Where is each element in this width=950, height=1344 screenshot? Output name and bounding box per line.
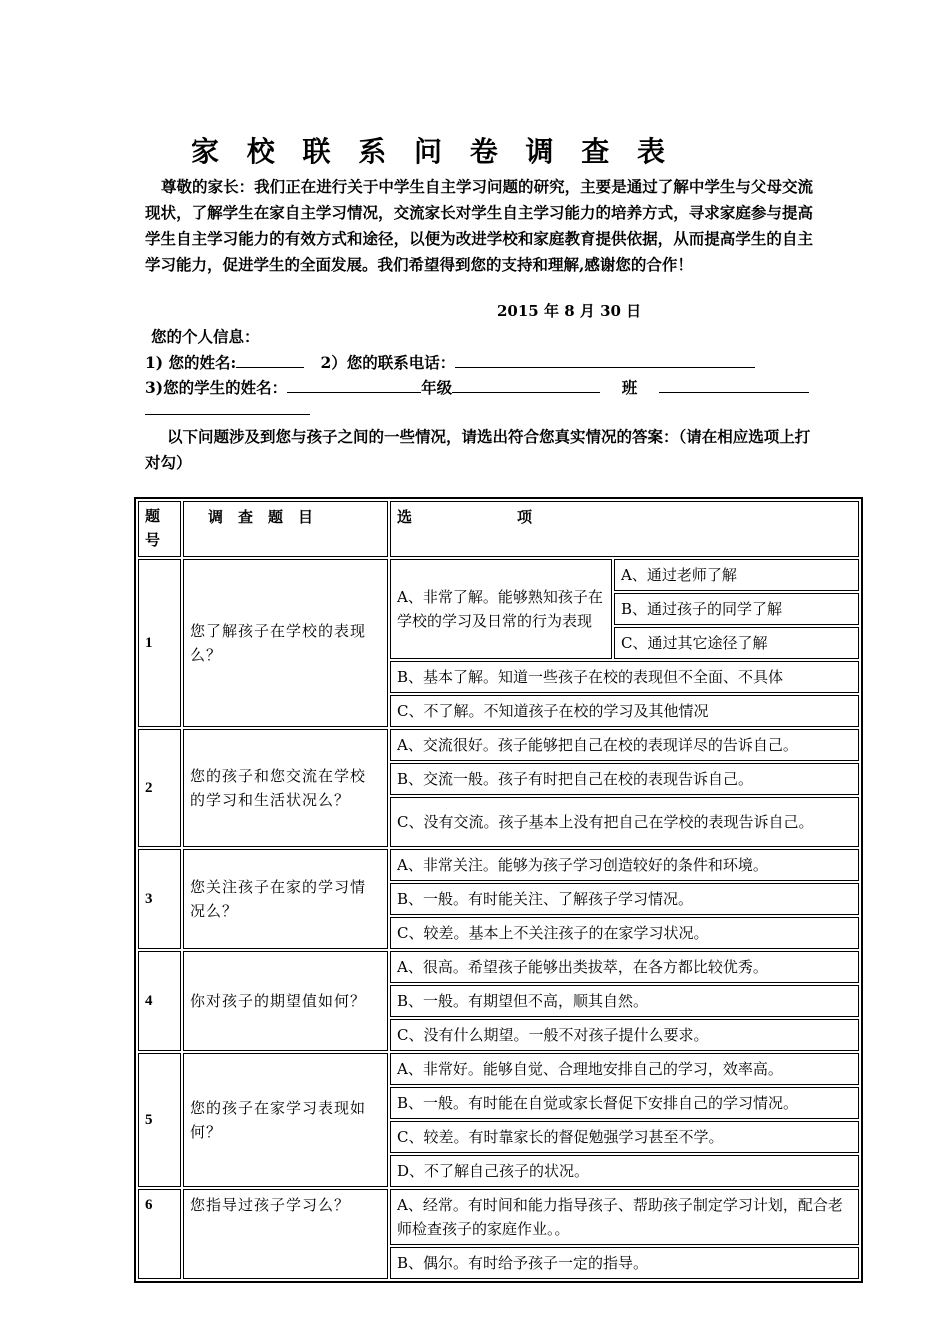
header-options: 选 项	[390, 501, 859, 557]
info-line-3	[145, 400, 310, 419]
question-number: 3	[138, 849, 181, 949]
answer-option[interactable]: C、没有交流。孩子基本上没有把自己在学校的表现告诉自己。	[390, 797, 859, 847]
instruction-text: 以下问题涉及到您与孩子之间的一些情况，请选出符合您真实情况的答案：（请在相应选项上打对勾）	[145, 427, 811, 472]
answer-option[interactable]: C、没有什么期望。一般不对孩子提什么要求。	[390, 1019, 859, 1051]
answer-option[interactable]: A、经常。有时间和能力指导孩子、帮助孩子制定学习计划，配合老师检查孩子的家庭作业。。	[390, 1189, 859, 1245]
student-name-blank[interactable]	[287, 378, 421, 393]
question-text: 您的孩子在家学习表现如何？	[183, 1053, 388, 1187]
phone-blank[interactable]	[455, 353, 755, 368]
answer-option[interactable]: D、不了解自己孩子的状况。	[390, 1155, 859, 1187]
survey-date: 2015 年 8 月 30 日	[497, 302, 642, 320]
grade-label: 年级	[421, 378, 453, 397]
question-number: 2	[138, 729, 181, 847]
answer-option[interactable]: B、偶尔。有时给予孩子一定的指导。	[390, 1247, 859, 1279]
table-row	[138, 559, 859, 591]
question-text: 你对孩子的期望值如何？	[183, 951, 388, 1051]
answer-option[interactable]: B、一般。有时能关注、了解孩子学习情况。	[390, 883, 859, 915]
answer-option[interactable]: A、很高。希望孩子能够出类拔萃，在各方都比较优秀。	[390, 951, 859, 983]
phone-label: 2）您的联系电话：	[320, 353, 456, 372]
table-row	[138, 1189, 859, 1245]
question-number: 5	[138, 1053, 181, 1187]
answer-option[interactable]: A、非常关注。能够为孩子学习创造较好的条件和环境。	[390, 849, 859, 881]
answer-option[interactable]: B、基本了解。知道一些孩子在校的表现但不全面、不具体	[390, 661, 859, 693]
intro-paragraph	[145, 174, 813, 278]
answer-option[interactable]: C、较差。有时靠家长的督促勉强学习甚至不学。	[390, 1121, 859, 1153]
answer-option[interactable]: B、一般。有期望但不高，顺其自然。	[390, 985, 859, 1017]
student-name-label: 3)您的学生的姓名：	[145, 378, 288, 397]
survey-table	[134, 497, 863, 1283]
class-blank[interactable]	[659, 378, 809, 393]
name-blank[interactable]	[236, 353, 304, 368]
header-num: 题号	[138, 501, 181, 557]
page-title: 家 校 联 系 问 卷 调 查 表	[191, 135, 674, 168]
answer-option[interactable]: B、一般。有时能在自觉或家长督促下安排自己的学习情况。	[390, 1087, 859, 1119]
question-text: 您的孩子和您交流在学校的学习和生活状况么？	[183, 729, 388, 847]
answer-sub-option[interactable]: B、通过孩子的同学了解	[614, 593, 859, 625]
intro-text: 尊敬的家长：我们正在进行关于中学生自主学习问题的研究，主要是通过了解中学生与父母交流现状，了解学生在家自主学习情况，交流家长对学生自主学习能力的培养方式，寻求家庭参与提高学生自主学习能力的有效方式和途径，以便为改进学校和家庭教育提供依据，从而提高学生的自主学习能力，促进学生的全面发展。我们希望得到您的支持和理解,感谢您的合作！	[145, 177, 813, 274]
answer-option[interactable]: A、非常了解。能够熟知孩子在学校的学习及日常的行为表现	[390, 559, 612, 659]
answer-option[interactable]: A、交流很好。孩子能够把自己在校的表现详尽的告诉自己。	[390, 729, 859, 761]
question-number: 4	[138, 951, 181, 1051]
answer-option[interactable]: B、交流一般。孩子有时把自己在校的表现告诉自己。	[390, 763, 859, 795]
table-row	[138, 729, 859, 761]
class-label: 班	[621, 378, 638, 397]
name-label: 1) 您的姓名:	[145, 353, 237, 372]
question-number: 6	[138, 1189, 181, 1279]
question-text: 您了解孩子在学校的表现么？	[183, 559, 388, 727]
answer-option[interactable]: C、较差。基本上不关注孩子的在家学习状况。	[390, 917, 859, 949]
table-row	[138, 1053, 859, 1085]
header-row	[138, 501, 859, 557]
personal-info-heading: 您的个人信息：	[151, 327, 260, 346]
answer-sub-option[interactable]: C、通过其它途径了解	[614, 627, 859, 659]
header-question: 调 查 题 目	[183, 501, 388, 557]
grade-blank[interactable]	[452, 378, 600, 393]
answer-option[interactable]: C、不了解。不知道孩子在校的学习及其他情况	[390, 695, 859, 727]
answer-option[interactable]: A、非常好。能够自觉、合理地安排自己的学习，效率高。	[390, 1053, 859, 1085]
table-row	[138, 951, 859, 983]
question-number: 1	[138, 559, 181, 727]
answer-sub-option[interactable]: A、通过老师了解	[614, 559, 859, 591]
question-text: 您指导过孩子学习么？	[183, 1189, 388, 1279]
table-row	[138, 849, 859, 881]
instruction-paragraph	[145, 424, 813, 476]
info-line-2	[145, 376, 809, 398]
class-blank-continued[interactable]	[145, 400, 310, 415]
question-text: 您关注孩子在家的学习情况么？	[183, 849, 388, 949]
info-line-1	[145, 351, 755, 373]
